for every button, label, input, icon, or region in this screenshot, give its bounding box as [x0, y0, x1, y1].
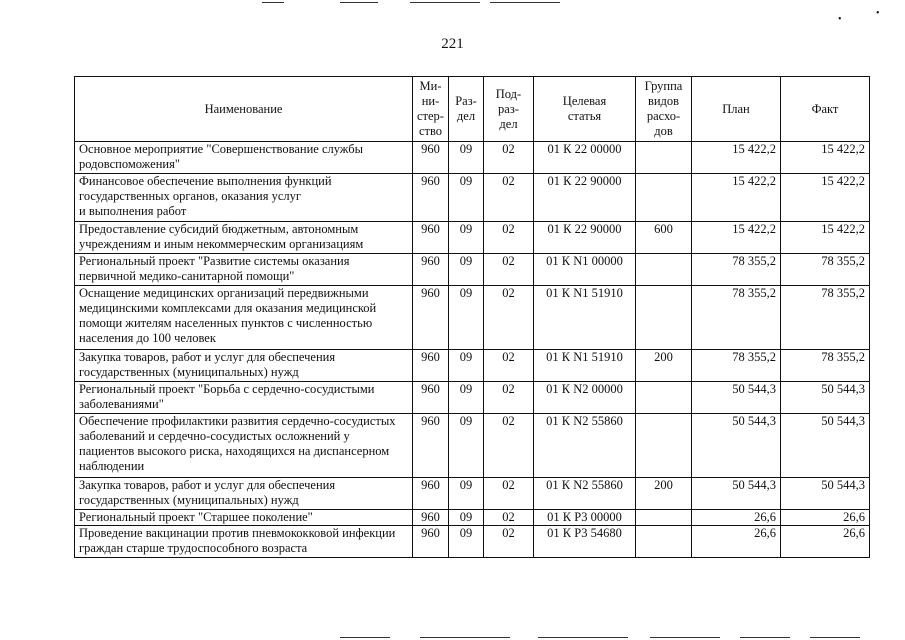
row-plan: 15 422,2 [692, 142, 781, 174]
table-row [75, 382, 870, 414]
row-subsection: 02 [484, 254, 534, 286]
scan-line-bottom-3 [538, 637, 628, 638]
table-row [75, 478, 870, 510]
row-plan: 78 355,2 [692, 286, 781, 350]
row-fact: 15 422,2 [781, 142, 870, 174]
table-row [75, 142, 870, 174]
row-ministry: 960 [413, 174, 449, 222]
row-ministry: 960 [413, 254, 449, 286]
row-fact: 78 355,2 [781, 286, 870, 350]
row-name: Финансовое обеспечение выполнения функций государственных органов, оказания услуг и выполнения работ [75, 174, 413, 222]
row-ministry: 960 [413, 414, 449, 478]
row-fact: 50 544,3 [781, 414, 870, 478]
scan-speck-icon: • [876, 8, 880, 19]
row-subsection: 02 [484, 382, 534, 414]
row-target: 01 К N1 00000 [534, 254, 636, 286]
row-ministry: 960 [413, 382, 449, 414]
row-section: 09 [449, 350, 484, 382]
row-target: 01 К 22 90000 [534, 222, 636, 254]
row-target: 01 К Р3 54680 [534, 526, 636, 558]
row-subsection: 02 [484, 510, 534, 526]
header-subsection: Под- раз- дел [484, 77, 534, 142]
row-name: Оснащение медицинских организаций передвижными медицинскими комплексами для оказания медицинской помощи жителям населенных пунктов с численностью населения до 100 человек [75, 286, 413, 350]
row-name: Проведение вакцинации против пневмококковой инфекции граждан старше трудоспособного возраста [75, 526, 413, 558]
row-subsection: 02 [484, 414, 534, 478]
row-section: 09 [449, 286, 484, 350]
row-subsection: 02 [484, 142, 534, 174]
row-name: Региональный проект "Развитие системы оказания первичной медико-санитарной помощи" [75, 254, 413, 286]
row-plan: 15 422,2 [692, 222, 781, 254]
row-fact: 15 422,2 [781, 174, 870, 222]
row-subsection: 02 [484, 478, 534, 510]
row-name: Закупка товаров, работ и услуг для обеспечения государственных (муниципальных) нужд [75, 478, 413, 510]
row-plan: 50 544,3 [692, 382, 781, 414]
scan-line-bottom-4 [650, 637, 720, 638]
row-fact: 26,6 [781, 526, 870, 558]
row-name: Основное мероприятие "Совершенствование службы родовспоможения" [75, 142, 413, 174]
row-name: Региональный проект "Борьба с сердечно-сосудистыми заболеваниями" [75, 382, 413, 414]
row-section: 09 [449, 414, 484, 478]
row-target: 01 К N2 55860 [534, 414, 636, 478]
table-row [75, 526, 870, 558]
row-ministry: 960 [413, 142, 449, 174]
row-group [636, 526, 692, 558]
scan-speck-icon: • [838, 14, 842, 25]
page-number: 221 [441, 36, 464, 52]
row-plan: 50 544,3 [692, 478, 781, 510]
scan-line-top-1 [262, 2, 284, 3]
row-section: 09 [449, 526, 484, 558]
row-ministry: 960 [413, 478, 449, 510]
row-plan: 50 544,3 [692, 414, 781, 478]
scan-line-top-3 [410, 2, 480, 3]
header-fact: Факт [781, 77, 870, 142]
row-name: Закупка товаров, работ и услуг для обеспечения государственных (муниципальных) нужд [75, 350, 413, 382]
row-group [636, 286, 692, 350]
row-target: 01 К N2 00000 [534, 382, 636, 414]
row-section: 09 [449, 382, 484, 414]
row-name: Региональный проект "Старшее поколение" [75, 510, 413, 526]
row-group: 600 [636, 222, 692, 254]
row-plan: 26,6 [692, 510, 781, 526]
row-fact: 15 422,2 [781, 222, 870, 254]
row-plan: 26,6 [692, 526, 781, 558]
row-subsection: 02 [484, 174, 534, 222]
row-fact: 78 355,2 [781, 350, 870, 382]
row-subsection: 02 [484, 350, 534, 382]
row-fact: 50 544,3 [781, 382, 870, 414]
row-fact: 78 355,2 [781, 254, 870, 286]
header-expense-group: Группа видов расхо- дов [636, 77, 692, 142]
table-row [75, 510, 870, 526]
row-section: 09 [449, 478, 484, 510]
row-name: Обеспечение профилактики развития сердечно-сосудистых заболеваний и сердечно-сосудистых осложнений у пациентов высокого риска, находящихся на диспансерном наблюдении [75, 414, 413, 478]
row-target: 01 К 22 00000 [534, 142, 636, 174]
row-group [636, 142, 692, 174]
table-row [75, 222, 870, 254]
row-target: 01 К N2 55860 [534, 478, 636, 510]
row-plan: 78 355,2 [692, 254, 781, 286]
scan-line-top-2 [340, 2, 378, 3]
scan-line-top-4 [490, 2, 560, 3]
row-group [636, 254, 692, 286]
budget-table [74, 76, 870, 558]
row-target: 01 К 22 90000 [534, 174, 636, 222]
table-row [75, 174, 870, 222]
scan-line-bottom-2 [420, 637, 510, 638]
row-group [636, 510, 692, 526]
row-fact: 26,6 [781, 510, 870, 526]
header-plan: План [692, 77, 781, 142]
row-subsection: 02 [484, 222, 534, 254]
scan-line-bottom-5 [740, 637, 790, 638]
header-name: Наименование [75, 77, 413, 142]
row-group: 200 [636, 350, 692, 382]
row-subsection: 02 [484, 526, 534, 558]
row-fact: 50 544,3 [781, 478, 870, 510]
row-section: 09 [449, 222, 484, 254]
row-section: 09 [449, 510, 484, 526]
row-ministry: 960 [413, 526, 449, 558]
row-plan: 15 422,2 [692, 174, 781, 222]
header-target: Целевая статья [534, 77, 636, 142]
row-subsection: 02 [484, 286, 534, 350]
row-section: 09 [449, 142, 484, 174]
header-section: Раз- дел [449, 77, 484, 142]
row-target: 01 К Р3 00000 [534, 510, 636, 526]
scan-line-bottom-6 [810, 637, 860, 638]
row-target: 01 К N1 51910 [534, 286, 636, 350]
row-ministry: 960 [413, 350, 449, 382]
row-target: 01 К N1 51910 [534, 350, 636, 382]
table-row [75, 254, 870, 286]
table-row [75, 350, 870, 382]
header-ministry: Ми- ни- стер- ство [413, 77, 449, 142]
table-header-row [75, 77, 870, 142]
row-plan: 78 355,2 [692, 350, 781, 382]
row-ministry: 960 [413, 286, 449, 350]
row-section: 09 [449, 174, 484, 222]
row-ministry: 960 [413, 510, 449, 526]
row-name: Предоставление субсидий бюджетным, автономным учреждениям и иным некоммерческим организациям [75, 222, 413, 254]
row-group: 200 [636, 478, 692, 510]
scan-line-bottom-1 [340, 637, 390, 638]
row-group [636, 414, 692, 478]
table-row [75, 286, 870, 350]
row-group [636, 382, 692, 414]
row-section: 09 [449, 254, 484, 286]
row-group [636, 174, 692, 222]
row-ministry: 960 [413, 222, 449, 254]
table-row [75, 414, 870, 478]
